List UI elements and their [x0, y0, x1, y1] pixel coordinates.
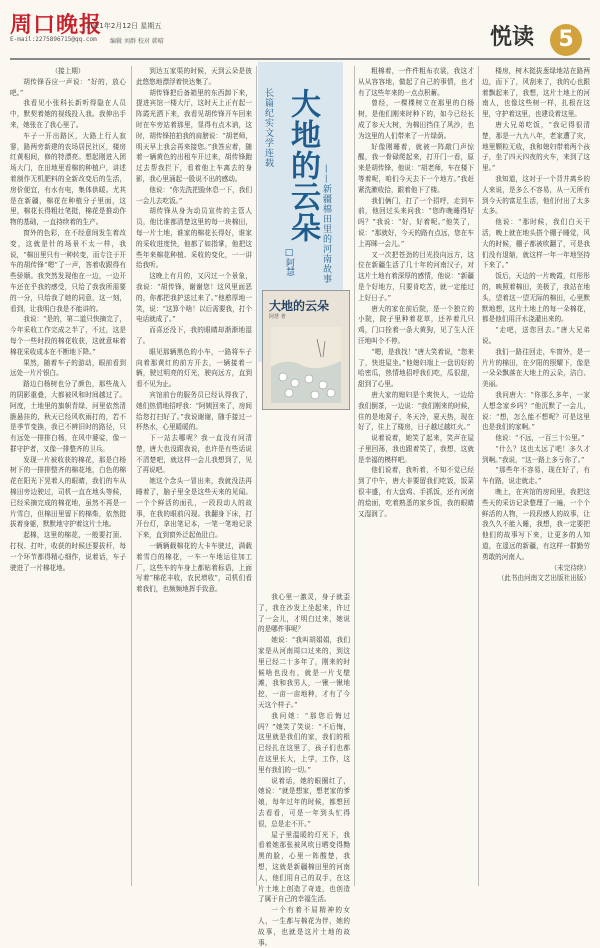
paragraph: 我问她：“那您后悔过吗？”她笑了笑说：“不后悔，这里就是我们的家，我们的根已经扎在这里了，孩子们也都在这里长大，上学，工作，这里有我们的一切。” [258, 711, 350, 774]
contact-email[interactable]: E-mail:2275896715@qq.com [10, 36, 97, 43]
article-column-5 [482, 66, 590, 886]
series-label: 长篇纪实文学连载 [263, 88, 273, 168]
paragraph: 起棉，这里的棉花，一般要打顶、打杈、打叶，收获的时候还要拔秆，每一个环节都得精心细作，说着话，车子驶进了一片棉花地。 [10, 531, 126, 572]
paragraph: 下一站去哪呢？我一直没有问清楚，唐大也没跟我说，也许是有些话说不清楚吧，就这样一会儿我想到了，见了再说吧。 [136, 434, 252, 475]
book-cover-author: 阿慧 著 [269, 314, 286, 320]
paragraph: “走吧，送您回去。”唐大兄弟说。 [482, 326, 590, 345]
paragraph: 路边白杨树也分了颜色，那些战入的阴影重叠，大都被风和时间越过了。阿度，土地里的旗帜青绿，河里依然清脆悬挂的，秋天已经风吹雨打的，若不是季节变换，我已不辨旧时的路径，只有远处一排排白杨，在风中婆娑，像一群守护者，又像一排整齐的卫兵。 [10, 380, 126, 453]
paragraph: 这晚上有月的，又闪过一个景象，我说：“胡传锋，谢谢您！这风里面恶的，你都把我护送过来了。”他憨厚地一笑，说：“这算个啥！以后需要我，打个电话就成了。” [136, 272, 252, 324]
paragraph: 而喜还没下，我的眼睛却渐渐地湿了。 [136, 326, 252, 345]
paragraph: （未完待续） [550, 563, 590, 572]
paragraph: 又一次把苍劲的目光投向远方，这位在新疆生活了几十年的河南汉子，对这片土地有着深厚的感情，他说：“新疆是个好地方，只要肯吃苦，就一定能过上好日子。” [358, 250, 474, 302]
paragraph: 眼见那辆黑色的小车，一路将车子向着那黄红的前方开去，一辆接着一辆，驶过明亮的灯光，驶向远方，直到看不见为止。 [136, 347, 252, 389]
paragraph: 他们说着，我听着，不知不觉已经到了中午，唐大非要留我们吃饭，饭菜很丰盛，有大盘鸡、手抓饭，还有河南的烩面，吃着熟悉的家乡饭，我的眼睛又湿润了。 [358, 466, 474, 518]
paragraph: 楼房，树木挺拔葱绿地站在路两边，而下了，风刮来了，我的心也跟着飘起来了，我想，这片土地上的河南人，也像这些树一样，扎根在这里，守护着这里，也建设着这里。 [482, 67, 590, 119]
paragraph: （接上期） [51, 67, 85, 75]
section-title: 悦读 [490, 24, 535, 50]
article-column-2 [136, 66, 252, 886]
paragraph: 说着说着，她笑了起来，笑声在屋子里回荡，我也跟着笑了，我想，这就是幸福的模样吧。 [358, 434, 474, 464]
paragraph: 唐大兄弟吃饭，“我记得很清楚，那是一九九八年，老家遭了灾，地里颗粒无收，我和媳妇带着两个孩子，坐了四天四夜的火车，来到了这里。” [482, 120, 590, 173]
paragraph: 我问唐大：“你那么多年，一家人想念家乡吗？”他沉默了一会儿，说：“想，怎么能不想呢？可是这里也是我们的家啊。” [482, 390, 590, 432]
paragraph: 我们俩门，打了一个招呼，走到车前，他回过头来问我：“您昨晚睡得好吗？”我说：“好，好着呢。”他笑了，说：“那就好，今天的路有点远，您在车上再眯一会儿。” [358, 196, 474, 248]
article-column-3 [258, 592, 350, 947]
book-cover [262, 290, 350, 410]
paragraph: 曾经，一棵棵树立在那里的白杨树，是他们刚来时种下的，如今已经长成了参天大树，为棉田挡住了风沙，也为这里的人们带来了一片绿荫。 [358, 99, 474, 140]
editors-line: 编辑 刘群 校对 韩晴 [110, 38, 164, 45]
paragraph: 我知道，这对于一个背井离乡的人来说，是多么不容易，从一无所有到今天的富足生活，他们付出了太多太多。 [482, 174, 590, 216]
paragraph: “那些年不容易，现在好了，有车有路，说走就走。” [482, 466, 590, 486]
author-byline: □阿慧 [284, 248, 294, 276]
paragraph: 我们一路往回走，车窗外，是一片片的棉田，在夕阳的照耀下，像是一朵朵飘落在大地上的云朵，洁白、美丽。 [482, 347, 590, 389]
paragraph: 果然，随着车子的游动，眼前看到远处一片片银白。 [10, 358, 126, 378]
paragraph: 宾馆前台的服务员已经认得我了，她们热情地招呼我：“阿姨回来了，房间给您打扫好了。”我说谢谢，随手接过一杯热水，心里暖暖的。 [136, 390, 252, 432]
paragraph: 屋子里温暖的灯光下，我看着她那张被风吹日晒变得黝黑的脸，心里一阵酸楚，我想，这就是新疆棉田里的河南人，他们用自己的双手，在这片土地上创造了奇迹，也创造了属于自己的幸福生活。 [258, 830, 350, 904]
column-divider [131, 66, 132, 886]
paragraph: 唐大的家在前后院，是一个独立的小院，院子里种着花草，还养着几只鸡，门口拴着一条大黄狗，见了生人汪汪地叫个不停。 [358, 304, 474, 345]
paragraph: 他说：“你先洗把脸休息一下，我们一会儿去吃饭。” [136, 185, 252, 205]
book-cover-title: 大地的云朵 [269, 299, 330, 313]
paragraph: 饭后，天边的一片晚霞，红彤彤的，映照着棉田，美极了，我站在地头，望着这一望无际的棉田，心里默默地想，这片土地上的每一朵棉花，都是他们用汗水浇灌出来的。 [482, 272, 590, 324]
paragraph: 她这个念头一冒出来，我就没法再睡着了，脑子里全是这些天来的见闻。一个个鲜活的面孔，一段段动人的故事，在我的眼前闪现。我翻身下床，打开台灯，拿出笔记本，一笔一笔地记录下来，直到窗外泛起鱼肚白。 [136, 477, 252, 540]
paragraph: 我说：“是的，第二道只快摘完了，今年采收工作完成之半了，不过，这是每个一些时段的棉花收获，这就意味着棉花采收成本在不断地下降。” [10, 315, 126, 356]
paragraph: “什么？这也太远了吧！多久才到啊。”我说，“这一路上多亏你了。” [482, 444, 590, 464]
paragraph: 胡传锋从身为动员宣传的主管人员，他比谁都清楚这里的每一块棉田，每一片土地，谁家的棉花长得好，谁家的采收进度快，他都了如指掌，他把这些年来棉花种植、采收的变化，一一讲给我听。 [136, 207, 252, 270]
feature-subtitle: ——新疆棉田里的河南故事 [321, 164, 331, 284]
paragraph: 粗棉着，一件件粗布衣裳，我这才从从容容地，做起了自己的事情，也才有了这些年来的一点点积蓄。 [358, 67, 474, 97]
paragraph: 唐大家的媳妇是个爽快人，一边给我们倒茶，一边说：“我们刚来的时候，住的是地窝子，冬天冷，夏天热，现在好了，住上了楼房，日子越过越红火。” [358, 390, 474, 432]
paragraph: 车子一开出路区，大路上行人寂寥，路两旁新建的农场居民社区，楼房红黄相间，修的特漂亮。想起刚进入团场大门，在田地里看棉的种植户，讲述着制作无机肥料的全新改变后的生活，房价便宜，有水有电，集体供暖。尤其是在新疆，棉花在种植分子里面，这里，棉花长得粗壮笔挺，棉花是推动作物的基础，一直持续着的生产。 [10, 131, 126, 227]
paragraph: 一个有着不屈精神的女人，一生都与棉花为伴，她的故事，也就是这片土地的故事。 [258, 906, 350, 947]
paragraph: 胡传锋吞应一声说：“好的，放心吧。” [10, 77, 126, 97]
paragraph: 我心里一激灵，身子就歪了，我在沙发上坐起来，许过了一会儿，才明白过来，她说的是哪件事呢？ [258, 593, 350, 634]
article-column-1 [10, 66, 126, 886]
paragraph: 他说：“不远，一百三十公里。” [495, 434, 585, 443]
paragraph: 说着话，她的眼圈红了，她说：“就是想家，想老家的爹娘，每年过年的时候，都想回去看看，可是一年到头忙得很，总是走不开。” [258, 776, 350, 828]
column-divider [354, 66, 355, 886]
paragraph: “嗯，是我找！”唐大笑着说，“您来了，快进屋坐。”他媳妇端上一盘切好的哈密瓜，热情地招呼我们吃，瓜很甜，甜到了心里。 [358, 347, 474, 389]
paragraph: 到达五家渠的时候，天到云朵是彼此悠悠地漂浮着快达集了。 [136, 67, 252, 86]
paragraph: 好像刚睡着，就被一阵敲门声惊醒，我一骨碌爬起来，打开门一看，原来是胡传锋，他说：“胡老师，车在楼下等着呢，咱们今天去下一个地方。”我赶紧洗漱收拾，跟着他下了楼。 [358, 142, 474, 194]
paragraph: 胡传锋把后备箱里的东西卸下来，提进宾馆一楼大厅，这时天上正有起一阵霞光洒下来，我看见胡传锋开车回来时在车旁站着那里，显得有点木讷，这时，胡传锋拍拍我的肩膀说：“胡老师，明天早上我会再来接您。”我答应着，随着一辆黄色的出租车开过来，胡传锋跑过去帮我拦下，看着他上车离去的身影，我心里涌起一股说不出的感动。 [136, 88, 252, 183]
paragraph: 我看见小张科长新听得隐在人员中，默契着她的视线投入我。我伸出手来，她张在了我心里了。 [10, 99, 126, 129]
paragraph: 他说：“那时候，我们白天干活，晚上就在地头搭个棚子睡觉，风大的时候，棚子都被吹翻了，可是我们没有退缩，就这样一年一年地坚持下来了。” [482, 218, 590, 270]
cotton-field-illustration [271, 327, 341, 403]
paragraph: 一辆辆载棉花的大卡车驶过，满载着雪白的棉花，一车一车地运往加工厂，这些车的车身上都贴着标语，上面写着“棉花丰收，农民增收”，司机们看着我们，也频频地挥手致意。 [136, 542, 252, 594]
paragraph: 窗外的色彩，在不经意间发生着改变，这就是针的场景不太一样，我说，“棉田里只有一种转变，而专注于开车的胡传锋“嗯”了一声，答着收跟得有些骄顺。我突然发现他在一边，一边开车还在乎我的感受，只给了我我所需要的一分，只给我了她的同意，这一刻，看到，让我明白我是不能讲的。 [10, 228, 126, 313]
column-divider [256, 66, 257, 886]
feature-title: 大地的云朵 [285, 88, 320, 243]
column-divider [478, 66, 479, 886]
issue-date: 2021年2月12日 星期五 [86, 22, 162, 30]
paragraph: （此书由河南文艺出版社出版） [497, 574, 590, 583]
page-number-badge: 5 [550, 24, 582, 56]
header-divider [10, 58, 590, 60]
newspaper-logo: 周口晚报 [10, 12, 103, 38]
paragraph: 晚上，在宾馆的房间里，我把这些天的采访记录整理了一遍，一个个鲜活的人物，一段段感人的故事，让我久久不能入睡，我想，我一定要把他们的故事写下来，让更多的人知道，在遥远的新疆，有这样一群勤劳勇敢的河南人。 [482, 488, 590, 561]
paragraph: 她说：“我叫胡娟娟，我们家是从河南周口过来的，到这里已经二十多年了，刚来的时候啥也没有，就是一片戈壁滩，我和我男人，一锹一锹地挖，一亩一亩地种，才有了今天这个样子。” [258, 636, 350, 709]
paragraph: 发现一片被收获的棉花，那是白杨树下的一排排整齐的棉花地，白色的棉花在阳光下晃着人的眼睛，我们的车从棉田旁边驶过，司机一直在地头等候，已经采摘完成的棉花地，虽然不再是一片雪白，但棉田里留下的棉柴，依然挺拔着身躯，默默地守护着这片土地。 [10, 455, 126, 529]
article-column-4 [358, 66, 474, 886]
masthead [0, 0, 600, 64]
